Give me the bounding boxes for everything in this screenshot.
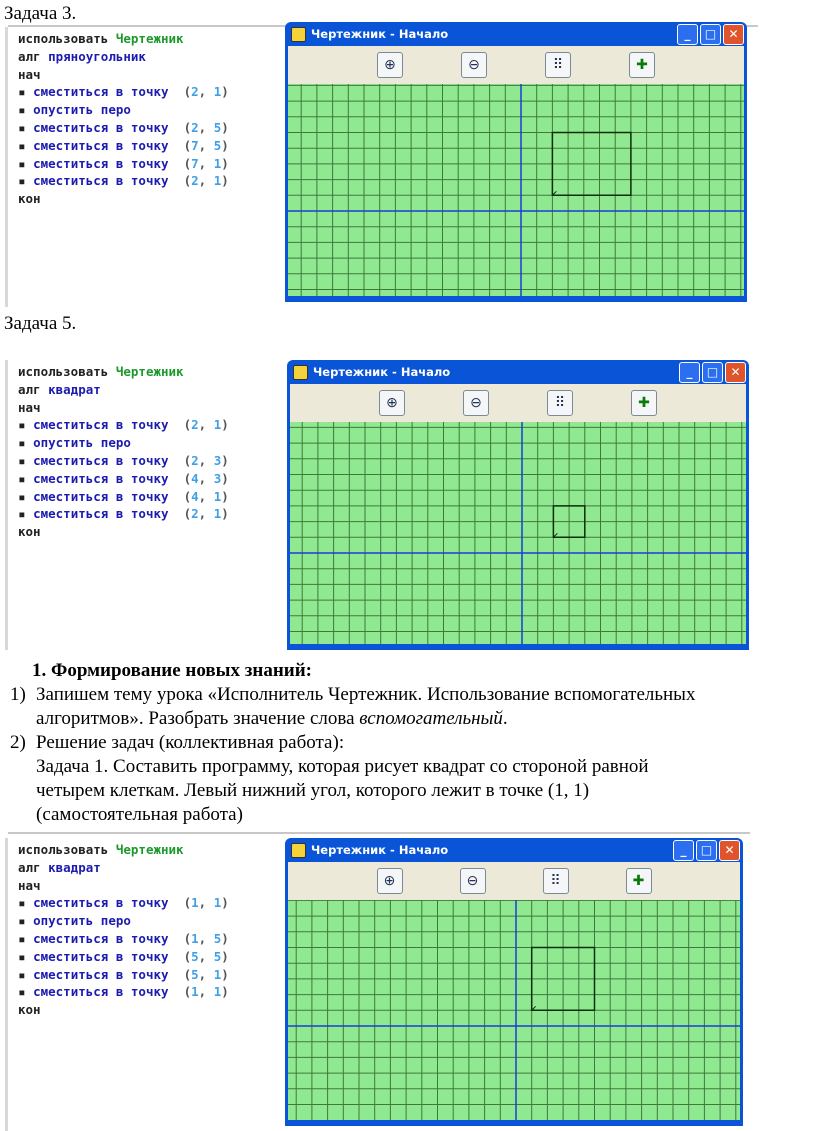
code-line: ▪ сместиться в точку (2, 5) [18,119,229,135]
args: (2, 1) [168,506,229,522]
arg-x: 7 [191,137,199,153]
drawing-canvas[interactable] [288,900,740,1120]
keyword-begin: нач [18,66,41,82]
fit-view-button[interactable] [631,390,657,416]
command: сместиться в точку [33,417,169,433]
app-icon [291,843,306,858]
code-line: ▪ сместиться в точку (5, 5) [18,948,229,964]
lesson-text [10,659,695,827]
command: сместиться в точку [33,895,169,911]
args: (7, 1) [168,155,229,171]
grid-button[interactable] [545,52,571,78]
arg-x: 4 [191,470,199,486]
executor-name: Чертежник [115,842,184,857]
code-line: ▪ сместиться в точку (4, 3) [18,470,229,486]
task3-heading: Задача 3. [4,3,77,24]
window-controls [679,362,746,383]
code-line: ▪ опустить перо [18,913,131,929]
code-line: ▪ сместиться в точку (2, 1) [18,84,229,100]
keyword-use: использовать [18,842,109,857]
code-line [18,859,285,877]
grid-icon: ⠿ [554,395,566,411]
zoom-out-button[interactable] [461,52,487,78]
args: (4, 1) [168,488,229,504]
code-line: ▪ сместиться в точку (2, 1) [18,173,229,189]
keyword-begin: нач [18,399,41,415]
close-button[interactable]: ✕ [719,840,740,861]
zoom-out-icon: ⊖ [470,395,482,411]
arg-y: 1 [213,155,222,171]
args: (2, 5) [168,119,229,135]
code-line: ▪ опустить перо [18,102,131,118]
canvas-svg [288,84,744,296]
item2-text: Решение задач (коллективная работа): [36,732,345,753]
command: опустить перо [33,435,131,451]
algorithm-name: пряноугольник [48,48,146,64]
zoom-in-icon: ⊕ [384,57,396,73]
task5-heading: Задача 5. [4,313,77,334]
window-controls [673,840,740,861]
code-line: ▪ сместиться в точку (1, 1) [18,984,229,1000]
code-line [18,48,285,66]
args: (2, 1) [168,417,229,433]
code-line: ▪ сместиться в точку (2, 1) [18,506,229,522]
keyword-end: кон [18,191,41,207]
code-line [18,1001,285,1019]
algorithm-name: квадрат [48,381,101,397]
algorithm-name: квадрат [48,859,101,875]
zoom-in-button[interactable] [377,52,403,78]
keyword-end: кон [18,524,41,540]
drawer-window [285,838,743,1126]
command: сместиться в точку [33,966,169,982]
keyword-alg: алг [18,859,41,875]
command: сместиться в точку [33,470,169,486]
zoom-in-button[interactable] [377,868,403,894]
command: опустить перо [33,102,131,118]
arg-x: 2 [191,173,199,189]
toolbar [288,862,740,900]
task1-text-cont: четырем клеткам. Левый нижний угол, которого лежит в точке (1, 1) [36,780,590,801]
maximize-button[interactable]: □ [702,362,723,383]
args: (5, 1) [168,966,229,982]
zoom-in-icon: ⊕ [386,395,398,411]
task1-note: (самостоятельная работа) [36,804,243,825]
arg-y: 1 [213,506,222,522]
title-bar[interactable] [288,838,740,862]
args: (2, 3) [168,452,229,468]
minimize-button[interactable]: _ [679,362,700,383]
grid-button[interactable] [547,390,573,416]
item1-italic-word: вспомогательный [359,708,503,729]
args: (2, 1) [168,84,229,100]
arg-y: 5 [213,948,222,964]
drawer-window [285,22,747,302]
arg-y: 1 [213,173,222,189]
minimize-button[interactable]: _ [673,840,694,861]
command: сместиться в точку [33,930,169,946]
canvas-svg [288,900,740,1120]
code-line: ▪ сместиться в точку (7, 5) [18,137,229,153]
item1-period: . [502,708,508,729]
arg-x: 7 [191,155,199,171]
drawing-canvas[interactable] [290,422,746,644]
keyword-alg: алг [18,381,41,397]
close-button[interactable]: ✕ [723,24,744,45]
app-icon [293,365,308,380]
maximize-button[interactable]: □ [696,840,717,861]
args: (7, 5) [168,137,229,153]
arg-x: 2 [191,84,199,100]
section-title: 1. Формирование новых знаний: [32,660,312,681]
title-bar[interactable] [288,22,744,46]
divider [8,832,750,834]
fit-view-button[interactable] [629,52,655,78]
code-editor[interactable] [5,838,285,1131]
command: сместиться в точку [33,173,169,189]
command: сместиться в точку [33,155,169,171]
toolbar [288,46,744,84]
code-line [18,841,285,859]
code-line: ▪ сместиться в точку (5, 1) [18,966,229,982]
args: (4, 3) [168,470,229,486]
executor-name: Чертежник [115,31,184,46]
window-title: Чертежник - Начало [311,843,449,857]
arg-y: 3 [213,470,222,486]
code-line: ▪ сместиться в точку (4, 1) [18,488,229,504]
minimize-button[interactable]: _ [677,24,698,45]
arg-x: 1 [191,930,199,946]
close-button[interactable]: ✕ [725,362,746,383]
command: сместиться в точку [33,506,169,522]
arg-y: 1 [213,417,222,433]
keyword-alg: алг [18,48,41,64]
window-title: Чертежник - Начало [311,27,449,41]
zoom-in-icon: ⊕ [383,873,396,889]
keyword-end: кон [18,1002,41,1018]
code-line: ▪ сместиться в точку (1, 1) [18,895,229,911]
code-line [18,30,285,48]
command: сместиться в точку [33,984,169,1000]
command: сместиться в точку [33,137,169,153]
fit-view-icon: ✚ [632,873,645,889]
fit-view-button[interactable] [626,868,652,894]
drawer-window [287,360,749,650]
arg-y: 5 [213,930,222,946]
arg-x: 5 [191,948,199,964]
code-line [18,66,285,84]
item1-text-cont: алгоритмов». Разобрать значение слова [36,708,360,729]
keyword-use: использовать [18,364,109,379]
code-line [18,381,287,399]
args: (1, 5) [168,930,229,946]
arg-y: 5 [213,119,222,135]
command: сместиться в точку [33,84,169,100]
fit-view-icon: ✚ [636,57,648,73]
executor-name: Чертежник [115,364,184,379]
zoom-out-button[interactable] [460,868,486,894]
arg-x: 1 [191,984,199,1000]
arg-y: 1 [213,84,222,100]
arg-y: 1 [213,966,222,982]
window-title: Чертежник - Начало [313,365,451,379]
item2-number: 2) [10,732,26,753]
zoom-out-icon: ⊖ [466,873,479,889]
code-line [18,877,285,895]
code-line: ▪ опустить перо [18,435,131,451]
title-bar[interactable] [290,360,746,384]
grid-button[interactable] [543,868,569,894]
maximize-button[interactable]: □ [700,24,721,45]
code-line: ▪ сместиться в точку (1, 5) [18,930,229,946]
arg-x: 2 [191,119,199,135]
fit-view-icon: ✚ [638,395,650,411]
code-line [18,399,287,417]
zoom-out-icon: ⊖ [468,57,480,73]
keyword-begin: нач [18,877,41,893]
keyword-use: использовать [18,31,109,46]
arg-x: 2 [191,452,199,468]
arg-x: 2 [191,506,199,522]
arg-x: 5 [191,966,199,982]
command: сместиться в точку [33,452,169,468]
grid-icon: ⠿ [552,57,564,73]
code-editor[interactable] [5,360,287,650]
window-controls [677,24,744,45]
code-line [18,190,285,208]
arg-y: 1 [213,984,222,1000]
code-line [18,363,287,381]
task1-text: Задача 1. Составить программу, которая рисует квадрат со стороной равной [36,756,649,777]
command: сместиться в точку [33,488,169,504]
zoom-in-button[interactable] [379,390,405,416]
args: (1, 1) [168,895,229,911]
args: (1, 1) [168,984,229,1000]
code-editor[interactable] [5,27,285,307]
arg-x: 1 [191,895,199,911]
arg-x: 4 [191,488,199,504]
code-line: ▪ сместиться в точку (7, 1) [18,155,229,171]
zoom-out-button[interactable] [463,390,489,416]
code-line: ▪ сместиться в точку (2, 3) [18,452,229,468]
args: (5, 5) [168,948,229,964]
arg-y: 3 [213,452,222,468]
arg-y: 1 [213,488,222,504]
arg-y: 1 [213,895,222,911]
app-icon [291,27,306,42]
item1-text: Запишем тему урока «Исполнитель Чертежник. Использование вспомогательных [36,684,696,705]
code-line: ▪ сместиться в точку (2, 1) [18,417,229,433]
arg-x: 2 [191,417,199,433]
canvas-svg [290,422,746,644]
args: (2, 1) [168,173,229,189]
arg-y: 5 [213,137,222,153]
toolbar [290,384,746,422]
command: опустить перо [33,913,131,929]
command: сместиться в точку [33,948,169,964]
grid-icon: ⠿ [550,873,561,889]
command: сместиться в точку [33,119,169,135]
drawing-canvas[interactable] [288,84,744,296]
code-line [18,523,287,541]
item1-number: 1) [10,684,26,705]
